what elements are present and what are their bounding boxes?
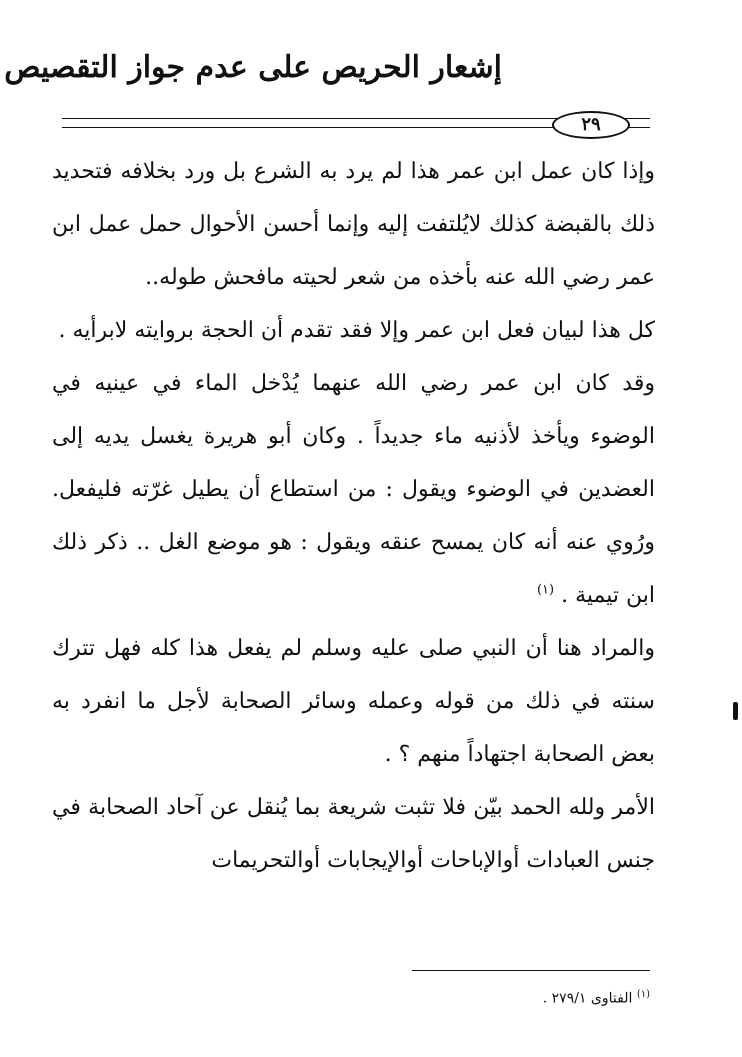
page-number: ٢٩	[581, 114, 601, 135]
footnote	[412, 985, 650, 1009]
paragraph-4: والمراد هنا أن النبي صلى عليه وسلم لم يفعل هذا كله فهل تترك سنته في ذلك من قوله وعمله وسائر الصحابة لأجل ما انفرد به بعض الصحابة اجتهاداً منهم ؟ .	[52, 636, 655, 767]
page-number-badge	[552, 111, 630, 139]
footnote-text: الفتاوى ٢٧٩/١ .	[542, 990, 633, 1007]
paragraph-2: كل هذا لبيان فعل ابن عمر وإلا فقد تقدم أن الحجة بروايته لابرأيه .	[58, 318, 655, 343]
body-text	[52, 145, 655, 887]
paragraph-3	[52, 357, 655, 622]
paragraph-1: وإذا كان عمل ابن عمر هذا لم يرد به الشرع بل ورد بخلافه فتحديد ذلك بالقبضة كذلك لايُلتفت إليه وإنما أحسن الأحوال حمل عمل ابن عمر رضي الله عنه بأخذه من شعر لحيته مافحش طوله..	[52, 159, 655, 290]
footnote-reference: (١)	[536, 582, 555, 598]
paragraph-3-text: وقد كان ابن عمر رضي الله عنهما يُدْخل الماء في عينيه في الوضوء ويأخذ لأذنيه ماء جديداً . وكان أبو هريرة يغسل يديه إلى العضدين في الوضوء ويقول : من استطاع أن يطيل غرّته فليفعل. ورُوي عنه أنه كان يمسح عنقه ويقول : هو موضع الغل .. ذكر ذلك ابن تيمية .	[52, 371, 655, 608]
paragraph-5: الأمر ولله الحمد بيّن فلا تثبت شريعة بما يُنقل عن آحاد الصحابة في جنس العبادات أوالإباحات أوالإيجابات أوالتحريمات	[52, 795, 655, 873]
running-title: إشعار الحريص على عدم جواز التقصيص	[4, 50, 502, 85]
scan-edge-mark	[733, 702, 738, 720]
footnote-number: (١)	[636, 989, 650, 1000]
footnote-rule	[412, 970, 650, 971]
